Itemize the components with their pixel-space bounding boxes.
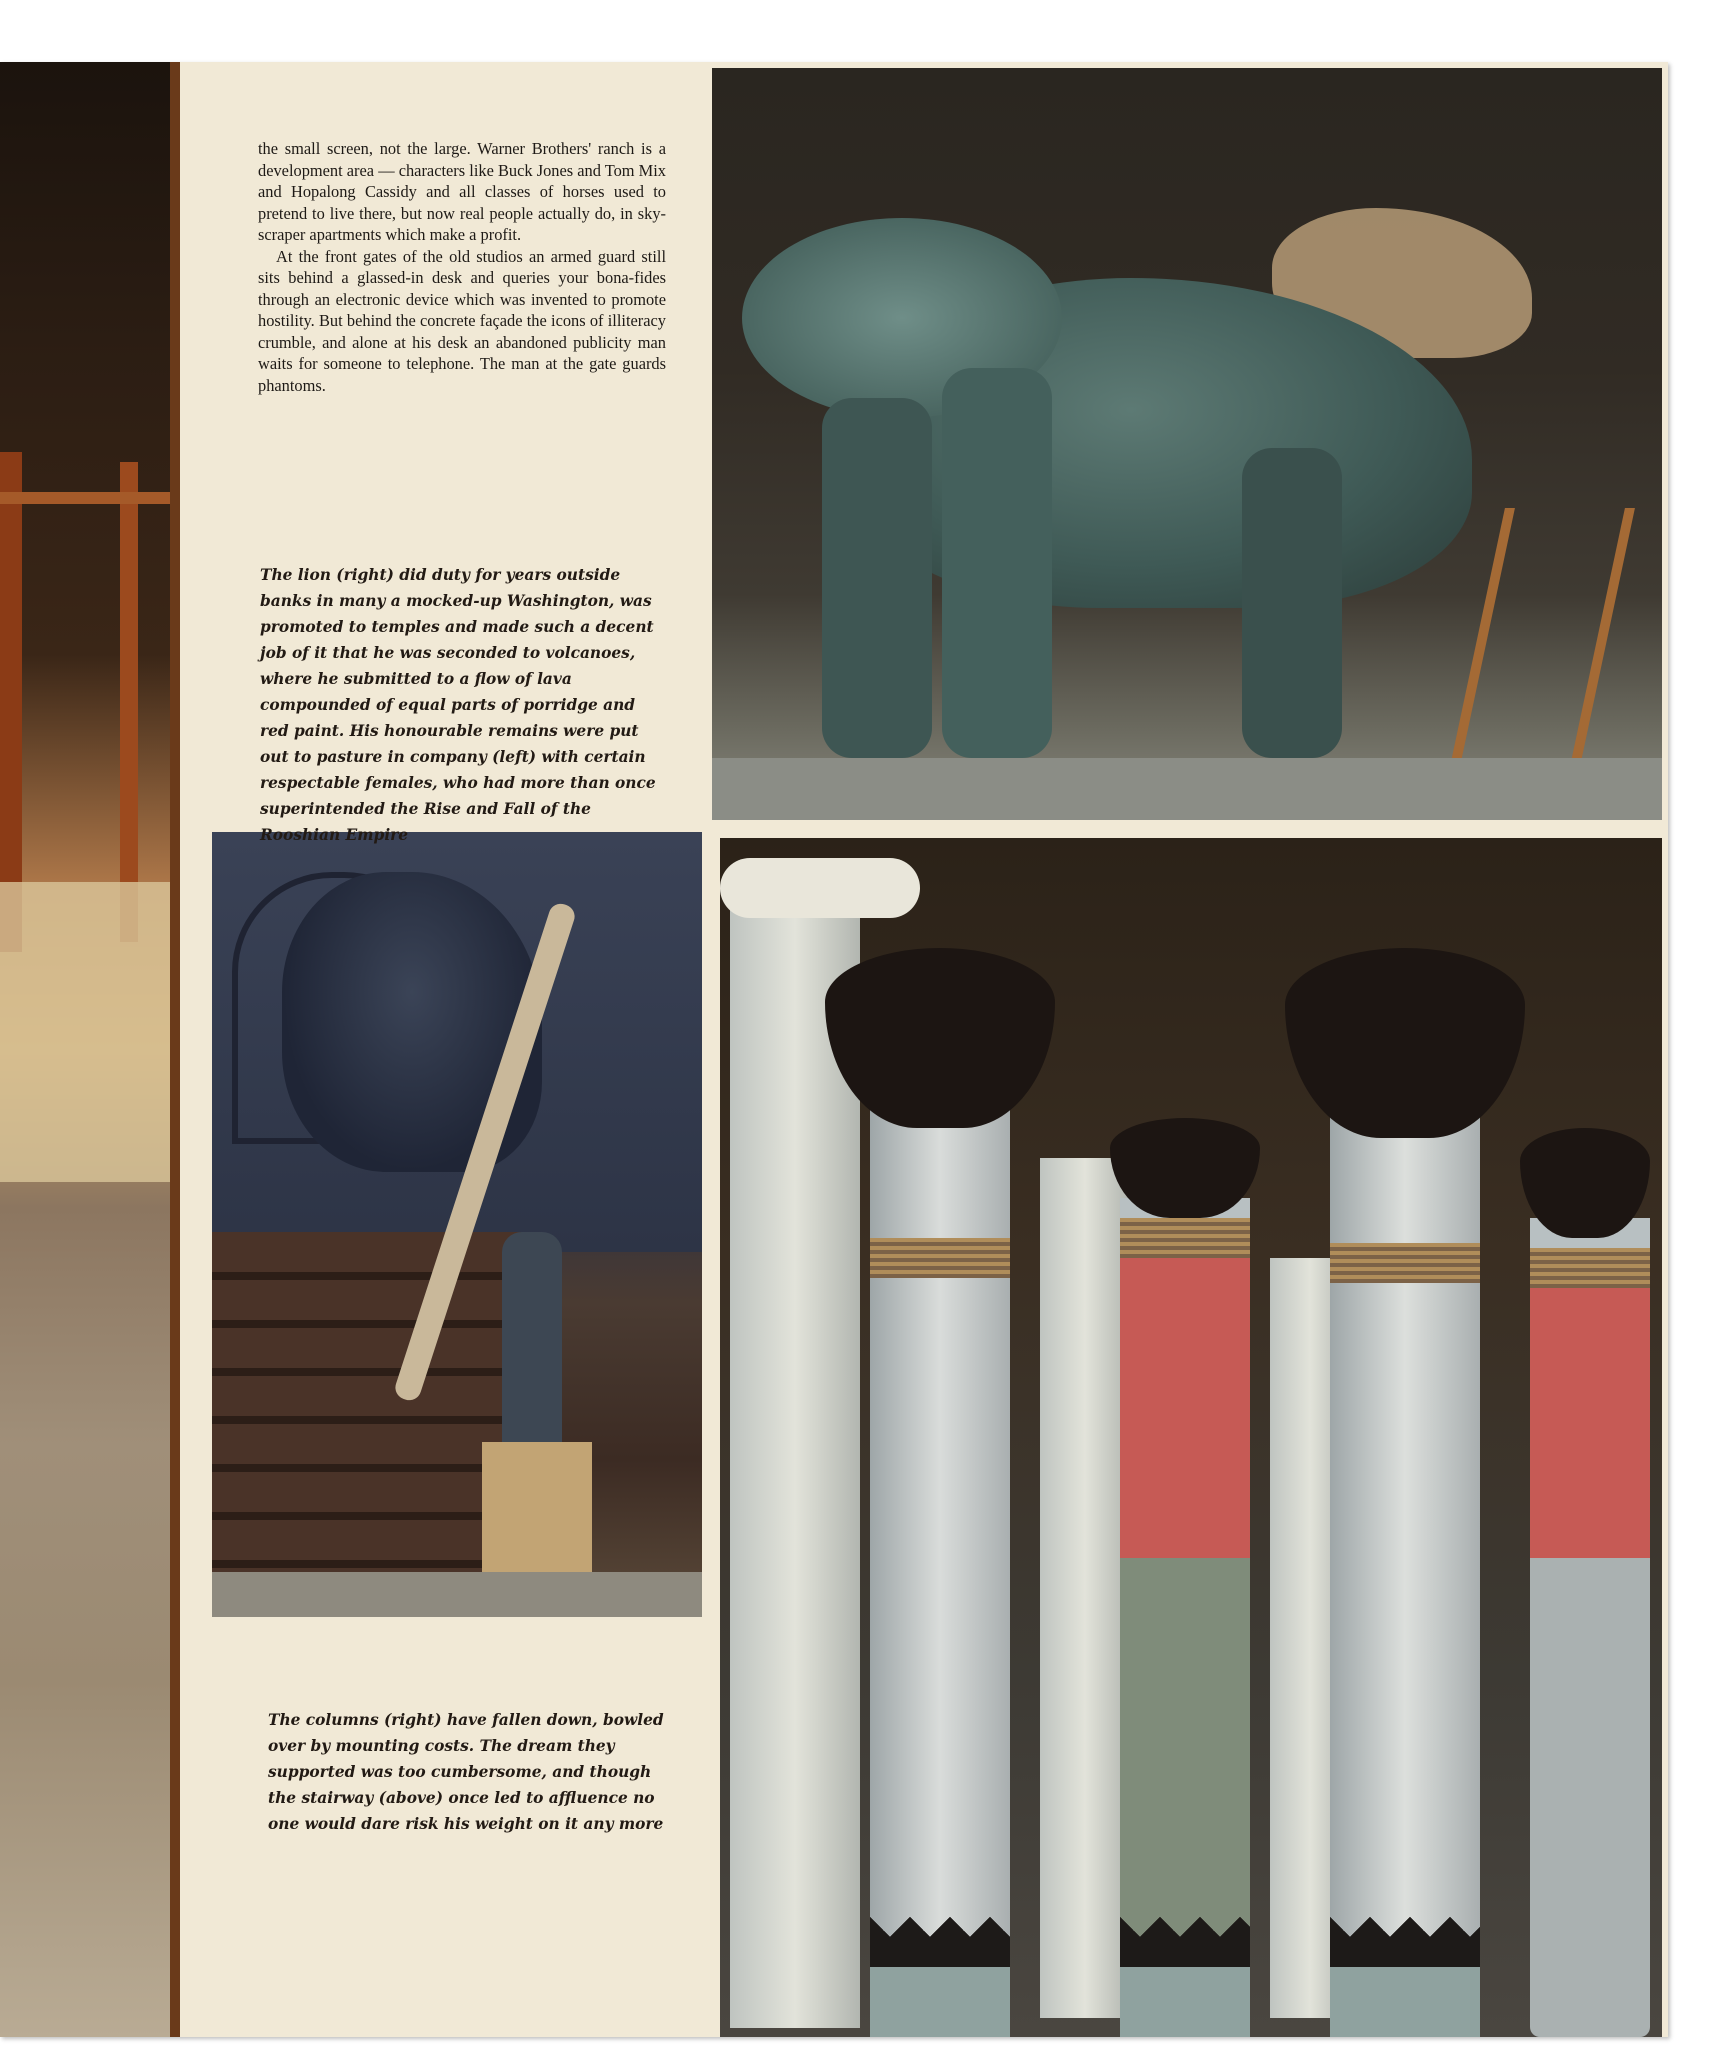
- lion-leg: [942, 368, 1052, 758]
- column-capital: [1520, 1128, 1650, 1238]
- fluted-column: [1040, 1158, 1130, 2018]
- pedestal: [482, 1442, 592, 1592]
- column-capital: [1110, 1118, 1260, 1218]
- scaffold-beam: [0, 492, 170, 504]
- article-body: [258, 138, 666, 396]
- columns-caption: The columns (right) have fallen down, bowled over by mounting costs. The dream they supported was too cumbersome, and though the stairway (above) once led to affluence no one would dare risk his weight on it any more: [268, 1711, 664, 1833]
- column-bands: [1330, 1243, 1480, 1283]
- article-paragraph: the small screen, not the large. Warner Brothers' ranch is a development area — characters like Buck Jones and Tom Mix and Hopalong Cassidy and all classes of horses used to pretend to live there, but now real people actually do, in sky-scraper apartments which make a profit.: [258, 139, 666, 244]
- column-bands: [1530, 1248, 1650, 1288]
- left-edge-photo: [0, 62, 180, 2037]
- columns-photo: [720, 838, 1662, 2037]
- egyptian-column: [1330, 1028, 1480, 2037]
- column-capital: [1285, 948, 1525, 1138]
- column-bands: [870, 1238, 1010, 1278]
- stairway-photo: [212, 832, 702, 1617]
- column-bands: [1120, 1218, 1250, 1258]
- scaffold-post: [120, 462, 138, 942]
- lion-caption: The lion (right) did duty for years outside banks in many a mocked-up Washington, was promoted to temples and made such a decent job of it that he was seconded to volcanoes, where he submitted to a flow of lava compounded of equal parts of porridge and red paint. His honourable remains were put out to pasture in company (left) with certain respectable females, who had more than once superintended the Rise and Fall of the Rooshian Empire: [260, 566, 656, 844]
- column-base-pattern: [1120, 1907, 1250, 2037]
- scaffold-post: [0, 452, 22, 952]
- ground: [212, 1572, 702, 1617]
- magazine-page: [0, 62, 1668, 2037]
- lion-leg: [822, 398, 932, 758]
- column-base-pattern: [1330, 1907, 1480, 2037]
- article-paragraph: At the front gates of the old studios an armed guard still sits behind a glassed-in desk and queries your bona-fides through an electronic device which was invented to promote hostility. But behind the concrete façade the icons of illiteracy crumble, and alone at his desk an abandoned publicity man waits for someone to telephone. The man at the gate guards phantoms.: [258, 246, 666, 395]
- lion-leg: [1242, 448, 1342, 758]
- egyptian-column: [1120, 1198, 1250, 2037]
- lion-base: [712, 758, 1662, 820]
- backdrop-panel: [0, 882, 170, 1182]
- column-capital: [825, 948, 1055, 1128]
- wooden-pole: [170, 62, 180, 2037]
- column-base-pattern: [870, 1907, 1010, 2037]
- lion-statue-photo: [712, 68, 1662, 820]
- egyptian-column: [1530, 1218, 1650, 2037]
- ionic-capital: [720, 858, 920, 918]
- egyptian-column: [870, 1028, 1010, 2037]
